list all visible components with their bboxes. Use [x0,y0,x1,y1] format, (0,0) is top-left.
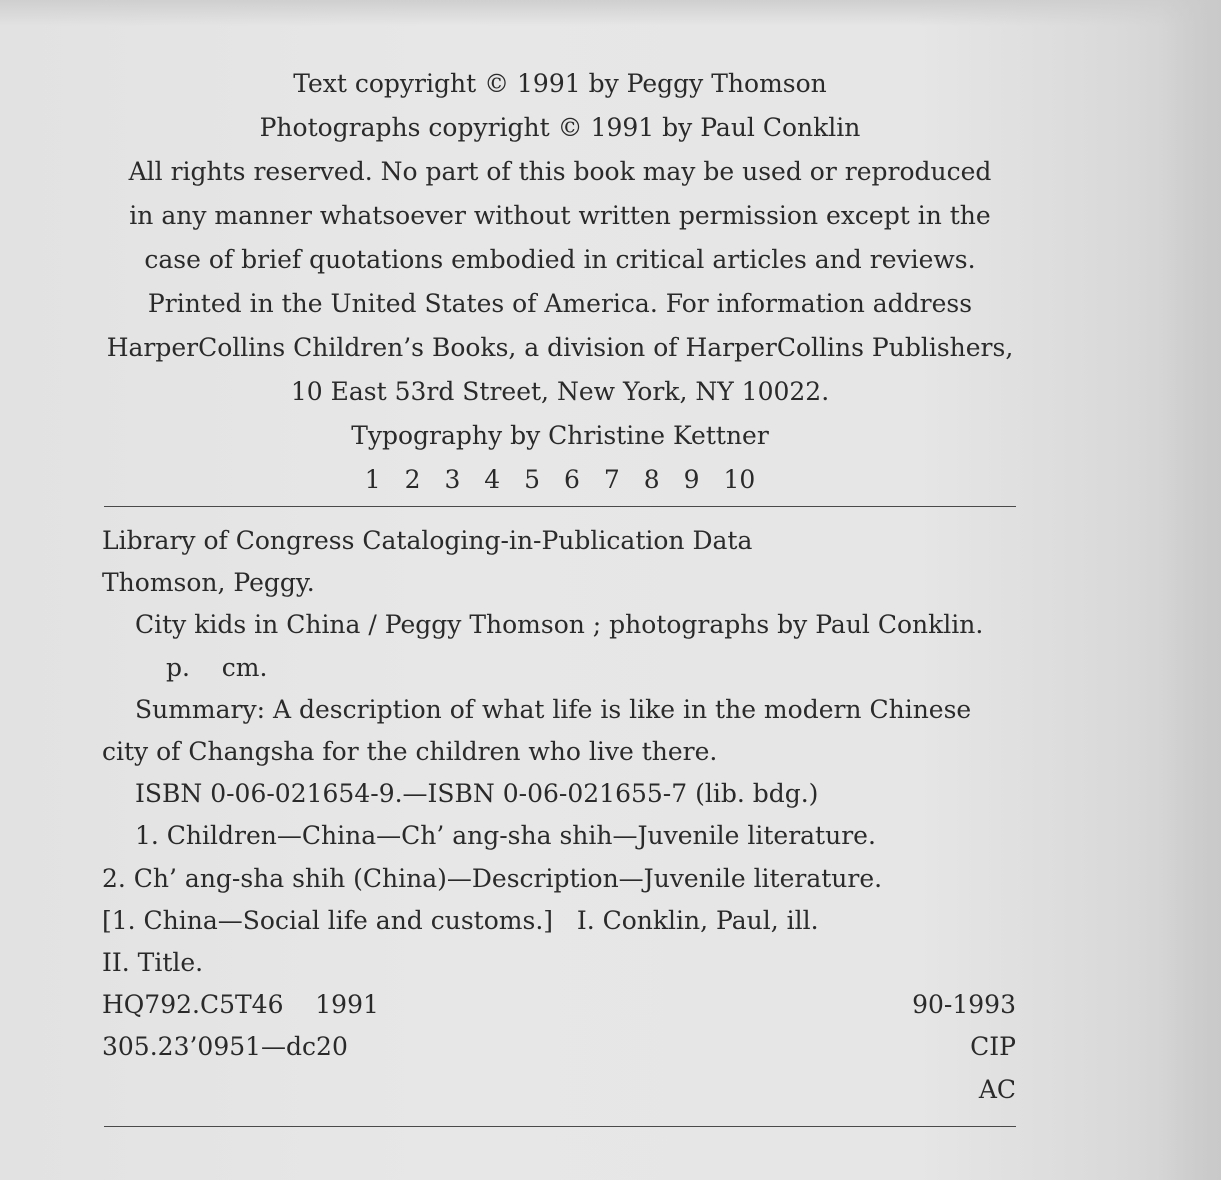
printing-number: 6 [564,465,580,494]
printing-number: 7 [603,465,620,494]
cip-ac-mark: AC [978,1074,1016,1104]
rights-line: case of brief quotations embodied in critical articles and reviews. [144,245,976,274]
cip-class-row [102,984,1016,1026]
printing-number: 2 [404,465,421,494]
photo-copyright: Photographs copyright © 1991 by Paul Conklin [259,113,861,142]
copyright-block [60,62,1060,502]
cip-isbn: ISBN 0-06-021654-9.—ISBN 0-06-021655-7 (lib. bdg.) [135,779,819,809]
printed-line: HarperCollins Children’s Books, a division of HarperCollins Publishers, [106,333,1014,362]
cip-dewey-row [102,1026,1016,1068]
text-copyright: Text copyright © 1991 by Peggy Thomson [293,69,827,98]
page-edge-shadow [1161,0,1221,1180]
cip-subject: [1. China—Social life and customs.] I. Conklin, Paul, ill. [102,905,819,935]
cip-subject: 1. Children—China—Ch’ ang-sha shih—Juvenile literature. [135,821,876,851]
cip-mark: CIP [970,1032,1016,1062]
printing-line [60,458,1060,502]
printed-line: Printed in the United States of America. For information address [147,289,973,318]
cip-summary: Summary: A description of what life is like in the modern Chinese [135,694,972,724]
cip-author: Thomson, Peggy. [102,568,315,598]
printed-line: 10 East 53rd Street, New York, NY 10022. [290,377,830,406]
printing-number: 3 [444,465,461,494]
printing-number: 4 [484,465,501,494]
printing-number: 5 [524,465,541,494]
cip-title-line: City kids in China / Peggy Thomson ; photographs by Paul Conklin. [135,610,984,640]
rights-line: All rights reserved. No part of this book may be used or reproduced [128,157,992,186]
typography-credit: Typography by Christine Kettner [351,421,769,450]
cip-summary-cont: city of Changsha for the children who live there. [102,737,718,767]
cip-subject: II. Title. [102,948,204,978]
cip-heading: Library of Congress Cataloging-in-Publication Data [102,526,753,555]
cip-block [102,520,1016,1111]
cip-subject: 2. Ch’ ang-sha shih (China)—Description—Juvenile literature. [102,863,883,893]
printing-number: 8 [643,465,660,494]
printing-number: 9 [683,465,700,494]
cip-physical: p. cm. [166,652,268,682]
cip-lccn: 90-1993 [912,990,1016,1020]
divider-rule [104,506,1016,507]
divider-rule [104,1126,1016,1127]
top-shadow [0,0,1221,26]
rights-line: in any manner whatsoever without written permission except in the [129,201,991,230]
printing-number: 10 [723,465,756,494]
cip-lc-class: HQ792.C5T46 1991 [102,990,379,1020]
printing-number: 1 [364,465,381,494]
cip-dewey: 305.23’0951—dc20 [102,1032,348,1062]
